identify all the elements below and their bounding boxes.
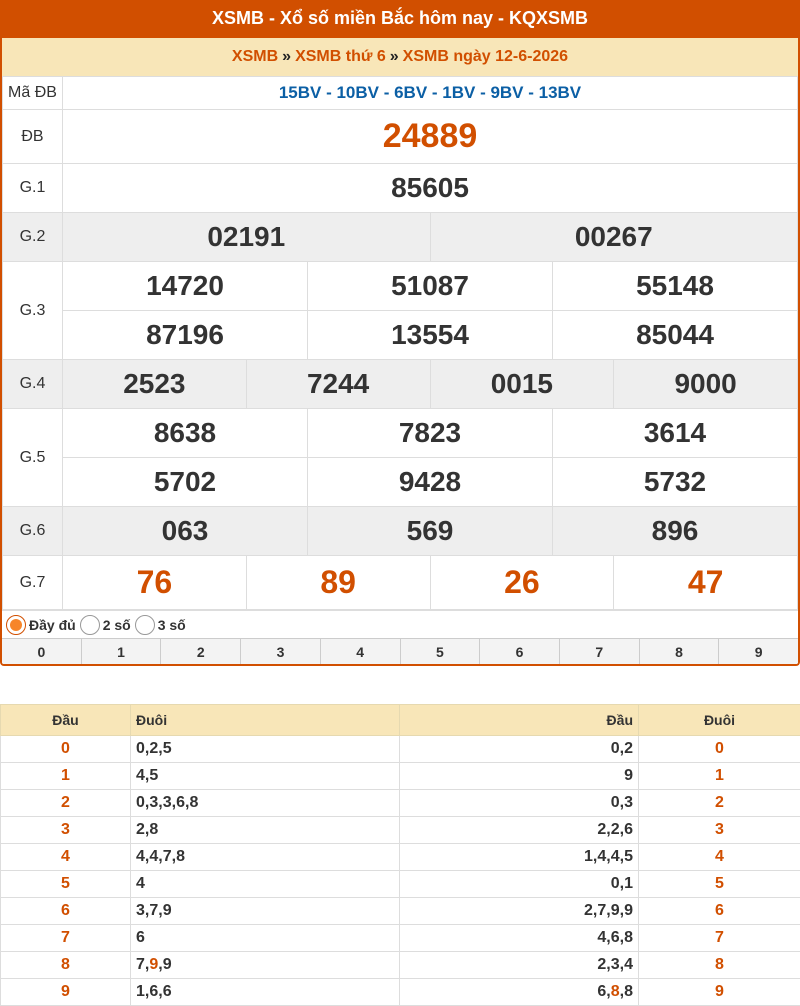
loto-heads: [400, 763, 639, 790]
row-db: [3, 110, 798, 164]
loto-heads: 2,7,9,9: [400, 898, 639, 925]
loto-tails: 0,2,5: [131, 736, 400, 763]
loto-digit: 9: [624, 902, 633, 919]
loto-tail: 3: [639, 817, 800, 844]
loto-head: 7: [1, 925, 131, 952]
prize-number: 0015: [430, 360, 614, 409]
label-g7: G.7: [3, 556, 63, 610]
loto-head: 4: [1, 844, 131, 871]
prize-number: 3614: [553, 409, 798, 458]
loto-tails: 7,9,9: [131, 952, 400, 979]
prize-number: 02191: [63, 213, 431, 262]
loto-digit: 4: [149, 848, 159, 865]
loto-digit: 2: [149, 740, 159, 757]
breadcrumb-date[interactable]: XSMB ngày 12-6-2026: [402, 48, 569, 65]
loto-digit: 4: [136, 767, 145, 784]
loto-digit: 7: [162, 848, 172, 865]
digit-filter-6[interactable]: 6: [480, 639, 560, 665]
prize-number: 5732: [553, 458, 798, 507]
loto-digit: 1: [584, 848, 593, 865]
loto-digit: 2: [610, 821, 620, 838]
loto-digit: 2: [597, 956, 607, 973]
label-db: ĐB: [3, 110, 63, 164]
prize-number: 00267: [430, 213, 798, 262]
radio-icon[interactable]: [80, 615, 100, 635]
digit-filter-5[interactable]: 5: [401, 639, 481, 665]
option-three-label: 3 số: [157, 616, 186, 633]
loto-head: 6: [1, 898, 131, 925]
digit-filter-8[interactable]: 8: [640, 639, 720, 665]
loto-tail: 5: [639, 871, 800, 898]
digit-filter-bar: [2, 638, 798, 665]
loto-digit: 3: [624, 794, 633, 811]
digit-filter-4[interactable]: 4: [321, 639, 401, 665]
header-duoi: Đuôi: [131, 705, 400, 736]
loto-row: [1, 790, 800, 817]
prize-number: 7823: [308, 409, 553, 458]
loto-tail: 7: [639, 925, 800, 952]
loto-digit: 9: [162, 902, 172, 919]
loto-digit: 9: [162, 956, 172, 973]
label-g5: G.5: [3, 409, 63, 507]
prize-number: 26: [430, 556, 614, 610]
option-full-label: Đầy đủ: [29, 616, 76, 633]
row-g5b: [3, 458, 798, 507]
page-title: XSMB - Xổ số miền Bắc hôm nay - KQXSMB: [2, 0, 798, 38]
result-table: [2, 76, 798, 610]
prize-number: 85044: [553, 311, 798, 360]
loto-digit: 6: [610, 929, 620, 946]
loto-tails: 4,5: [131, 763, 400, 790]
label-madb: Mã ĐB: [3, 77, 63, 110]
prize-number: 9000: [614, 360, 798, 409]
row-g5: [3, 409, 798, 458]
loto-row: [1, 844, 800, 871]
loto-tail: 9: [639, 979, 800, 1006]
prize-number: 8638: [63, 409, 308, 458]
loto-heads: 1,4,4,5: [400, 844, 639, 871]
option-two-digits[interactable]: [80, 615, 131, 635]
loto-digit: 6: [597, 983, 607, 1000]
prize-number: 2523: [63, 360, 247, 409]
breadcrumb-weekday[interactable]: XSMB thứ 6: [295, 48, 386, 65]
prize-number: 51087: [308, 262, 553, 311]
loto-heads: 2,2,6: [400, 817, 639, 844]
loto-digit: 3: [149, 794, 159, 811]
option-full[interactable]: [6, 615, 76, 635]
loto-digit: 8: [610, 983, 620, 1000]
loto-digit: 0: [136, 794, 145, 811]
madb-value: 15BV - 10BV - 6BV - 1BV - 9BV - 13BV: [63, 77, 798, 110]
breadcrumb-sep: »: [389, 48, 399, 65]
header-duoi-right: Đuôi: [639, 705, 800, 736]
loto-row: [1, 925, 800, 952]
loto-digit: 8: [189, 794, 199, 811]
label-g4: G.4: [3, 360, 63, 409]
prize-number: 47: [614, 556, 798, 610]
prize-number: 569: [308, 507, 553, 556]
row-g1: [3, 164, 798, 213]
loto-tail: 6: [639, 898, 800, 925]
loto-digit: 3: [610, 956, 620, 973]
digit-filter-1[interactable]: 1: [82, 639, 162, 665]
label-g2: G.2: [3, 213, 63, 262]
row-g4: [3, 360, 798, 409]
loto-heads: 0,1: [400, 871, 639, 898]
loto-digit: 4: [597, 929, 607, 946]
loto-digit: 7: [597, 902, 607, 919]
label-g1: G.1: [3, 164, 63, 213]
row-g7: [3, 556, 798, 610]
digit-filter-9[interactable]: 9: [754, 644, 763, 660]
loto-heads: 0,2: [400, 736, 639, 763]
digit-filter-3[interactable]: 3: [241, 639, 321, 665]
breadcrumb-xsmb[interactable]: XSMB: [231, 48, 279, 65]
loto-row: [1, 871, 800, 898]
loto-table: [0, 704, 800, 1006]
loto-row: [1, 898, 800, 925]
loto-tails: 2,8: [131, 817, 400, 844]
loto-digit: 8: [176, 848, 185, 865]
loto-tail: 2: [639, 790, 800, 817]
loto-digit: 3: [162, 794, 172, 811]
loto-digit: 6: [624, 821, 633, 838]
loto-digit: 0: [610, 875, 620, 892]
loto-row: [1, 736, 800, 763]
loto-digit: 2: [624, 740, 633, 757]
loto-digit: 8: [624, 929, 633, 946]
row-g3: [3, 262, 798, 311]
loto-digit: 4: [136, 848, 145, 865]
loto-digit: 2: [597, 821, 607, 838]
loto-digit: 7: [136, 956, 145, 973]
loto-head: 0: [1, 736, 131, 763]
loto-digit: 4: [624, 956, 633, 973]
loto-heads: 4,6,8: [400, 925, 639, 952]
display-options: [2, 610, 798, 638]
loto-digit: 6: [162, 983, 172, 1000]
loto-digit: 6: [136, 929, 145, 946]
loto-digit: 1: [136, 983, 145, 1000]
loto-digit: 5: [149, 767, 159, 784]
loto-digit: 9: [610, 902, 620, 919]
loto-head: 2: [1, 790, 131, 817]
prize-number: 063: [63, 507, 308, 556]
prize-number: 85605: [63, 164, 798, 213]
prize-number: 14720: [63, 262, 308, 311]
header-dau-right: Đầu: [400, 705, 639, 736]
loto-tail: 4: [639, 844, 800, 871]
loto-tail: 8: [639, 952, 800, 979]
option-three-digits[interactable]: [135, 615, 186, 635]
row-madb: [3, 77, 798, 110]
digit-filter-0[interactable]: 0: [2, 639, 82, 665]
loto-header-row: [1, 705, 800, 736]
option-two-label: 2 số: [102, 616, 131, 633]
loto-digit: 6: [176, 794, 185, 811]
prize-number: 87196: [63, 311, 308, 360]
prize-number: 89: [246, 556, 430, 610]
loto-head: 8: [1, 952, 131, 979]
loto-tails: 0,3,3,6,8: [131, 790, 400, 817]
loto-digit: 5: [162, 740, 172, 757]
label-g3: G.3: [3, 262, 63, 360]
loto-digit: 3: [136, 902, 145, 919]
loto-digit: 7: [149, 902, 159, 919]
loto-head: 9: [1, 979, 131, 1006]
breadcrumb: [2, 38, 798, 76]
loto-digit: 1: [624, 875, 633, 892]
loto-tails: [131, 925, 400, 952]
loto-head: 3: [1, 817, 131, 844]
loto-heads: 0,3: [400, 790, 639, 817]
special-prize: 24889: [63, 110, 798, 164]
loto-digit: 4: [597, 848, 607, 865]
loto-digit: 0: [610, 794, 620, 811]
loto-heads: 2,3,4: [400, 952, 639, 979]
loto-digit: 4: [136, 875, 145, 892]
loto-head: 5: [1, 871, 131, 898]
loto-digit: 5: [624, 848, 633, 865]
label-g6: G.6: [3, 507, 63, 556]
loto-digit: 0: [136, 740, 145, 757]
loto-tails: [131, 871, 400, 898]
digit-filter-7[interactable]: 7: [560, 639, 640, 665]
prize-number: 5702: [63, 458, 308, 507]
loto-digit: 9: [624, 767, 633, 784]
loto-row: [1, 979, 800, 1006]
prize-number: 76: [63, 556, 247, 610]
loto-digit: 8: [149, 821, 159, 838]
row-g6: [3, 507, 798, 556]
loto-tails: 1,6,6: [131, 979, 400, 1006]
loto-tail: 1: [639, 763, 800, 790]
loto-tails: 4,4,7,8: [131, 844, 400, 871]
prize-number: 13554: [308, 311, 553, 360]
loto-digit: 9: [149, 956, 159, 973]
prize-number: 9428: [308, 458, 553, 507]
row-g2: [3, 213, 798, 262]
prize-number: 55148: [553, 262, 798, 311]
loto-digit: 0: [610, 740, 620, 757]
loto-digit: 4: [610, 848, 620, 865]
loto-row: [1, 952, 800, 979]
prize-number: 7244: [246, 360, 430, 409]
loto-digit: 8: [624, 983, 633, 1000]
loto-tails: 3,7,9: [131, 898, 400, 925]
loto-head: 1: [1, 763, 131, 790]
digit-filter-2[interactable]: 2: [161, 639, 241, 665]
header-dau: Đầu: [1, 705, 131, 736]
loto-row: [1, 817, 800, 844]
loto-heads: 6,8,8: [400, 979, 639, 1006]
loto-digit: 2: [136, 821, 145, 838]
radio-selected-icon[interactable]: [6, 615, 26, 635]
loto-tail: 0: [639, 736, 800, 763]
prize-number: 896: [553, 507, 798, 556]
breadcrumb-sep: »: [282, 48, 292, 65]
row-g3b: [3, 311, 798, 360]
loto-row: [1, 763, 800, 790]
radio-icon[interactable]: [135, 615, 155, 635]
loto-digit: 2: [584, 902, 593, 919]
loto-digit: 6: [149, 983, 159, 1000]
